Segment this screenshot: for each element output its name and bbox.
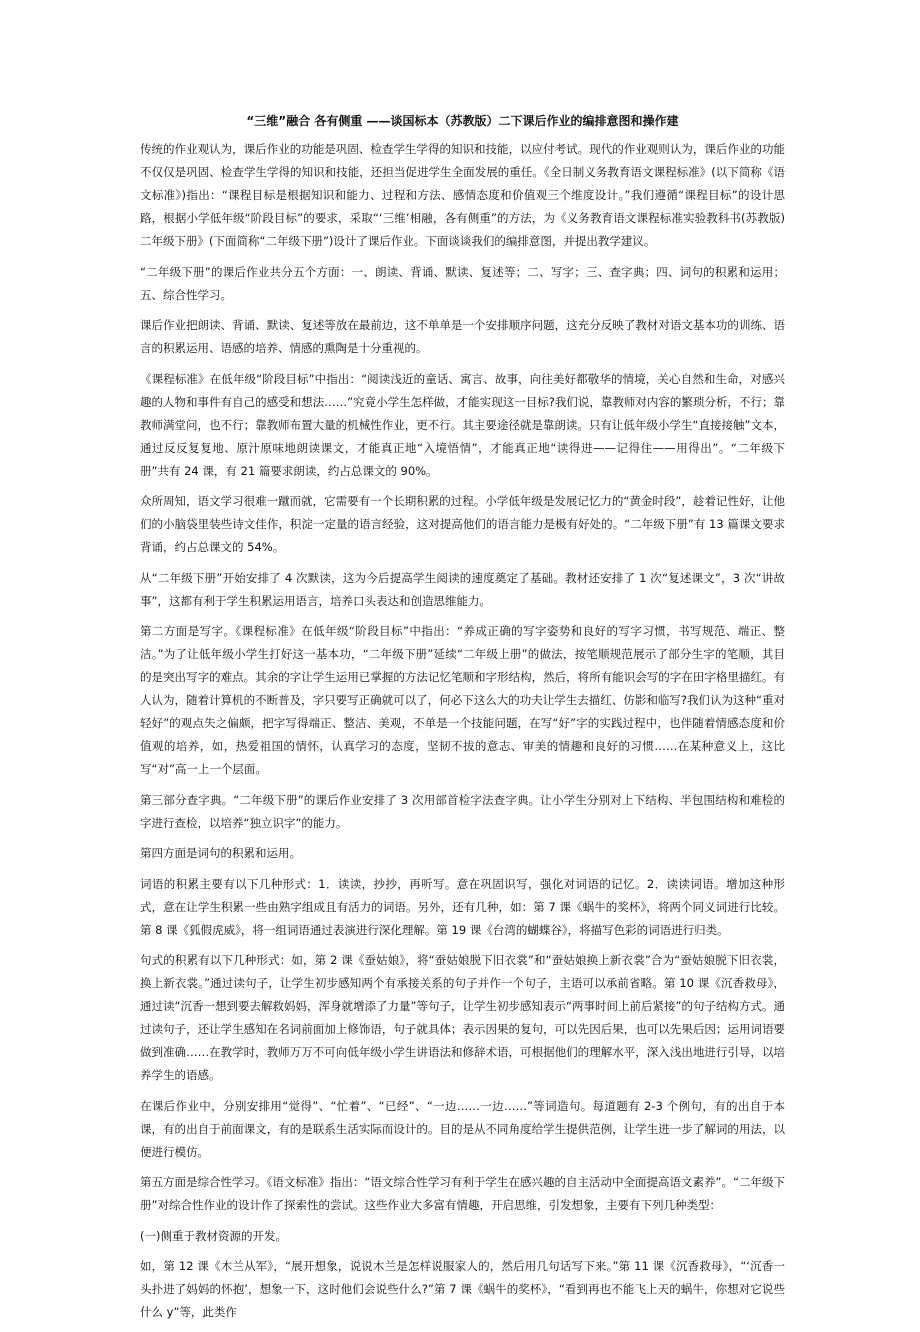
paragraph: 第二方面是写字。《课程标准》在低年级“阶段目标”中指出：“养成正确的写字姿势和良好的写字习惯，书写规范、端正、整洁。”为了让低年级小学生打好这一基本功，“二年级下册”延续“二年级上册”的做法，按笔顺规范展示了部分生字的笔顺，其目的是突出写字的难点。其余的字让学生运用已掌握的方法记忆笔顺和字形结构，然后，将所有能识会写的字在田字格里描红。有人认为，随着计算机的不断普及，字只要写正确就可以了，何必下这么大的功夫让学生去描红、仿影和临写?我们认为这种“重对轻好”的观点失之偏颇，把字写得端正、整洁、美观，不单是一个技能问题，在写“好”字的实践过程中，也伴随着情感态度和价值观的培养，如，热爱祖国的情怀，认真学习的态度，坚韧不拔的意志、审美的情趣和良好的习惯……在某种意义上，这比写“对”高一上一个层面。 xyxy=(140,624,785,776)
paragraph: 众所周知，语文学习很难一蹴而就，它需要有一个长期积累的过程。小学低年级是发展记忆力的“黄金时段”，趁着记性好，让他们的小脑袋里装些诗文佳作，积淀一定量的语言经验，这对提高他们的语言能力是极有好处的。“二年级下册”有 13 篇课文要求背诵，约占总课文的 54%。 xyxy=(140,494,785,554)
paragraph: 从“二年级下册”开始安排了 4 次默读，这为今后提高学生阅读的速度奠定了基础。教材还安排了 1 次“复述课文”，3 次“讲故事”，这都有利于学生积累运用语言，培养口头表达和创造思维能力。 xyxy=(140,570,785,608)
document-page xyxy=(140,112,785,1332)
paragraph: 课后作业把朗读、背诵、默读、复述等放在最前边，这不单单是一个安排顺序问题，这充分反映了教材对语文基本功的训练、语言的积累运用、语感的培养、情感的熏陶是十分重视的。 xyxy=(140,318,785,355)
paragraph: “二年级下册”的课后作业共分五个方面：一、朗读、背诵、默读、复述等；二、写字；三、查字典；四、词句的积累和运用；五、综合性学习。 xyxy=(140,264,785,302)
paragraph: 传统的作业观认为，课后作业的功能是巩固、检查学生学得的知识和技能，以应付考试。现代的作业观则认为，课后作业的功能不仅仅是巩固、检查学生学得的知识和技能，还担当促进学生全面发展的重任。《全日制义务教育语文课程标准》(以下简称《语文标准》)指出：“课程目标是根据知识和能力、过程和方法、感情态度和价值观三个维度设计。”我们遵循“课程目标”的设计思路，根据小学低年级“阶段目标”的要求，采取“‘三维’相融，各有侧重”的方法，为《义务教育语文课程标准实验教科书(苏教版)二年级下册》(下面简称“二年级下册”)设计了课后作业。下面谈谈我们的编排意图，并提出教学建议。 xyxy=(140,142,785,248)
paragraph: 在课后作业中，分别安排用“觉得”、“忙着”、“已经”、“一边……一边……”等词造句。每道题有 2-3 个例句，有的出自于本课，有的出自于前面课文，有的是联系生活实际而设计的。目的是从不同角度给学生提供范例，让学生进一步了解词的用法，以便进行模仿。 xyxy=(140,1098,785,1159)
paragraph: (一)侧重于教材资源的开发。 xyxy=(140,1228,287,1243)
paragraph: 如，第 12 课《木兰从军》，“展开想象，说说木兰是怎样说服家人的，然后用几句话写下来。”第 11 课《沉香救母》，“‘沉香一头扑进了妈妈的怀抱’，想象一下，这时他们会说些什么?”第 7 课《蜗牛的奖杯》，“看到再也不能飞上天的蜗牛，你想对它说些什么 y”等，此类作 xyxy=(140,1259,785,1319)
document-title: “三维”融合 各有侧重 ——谈国标本（苏教版）二下课后作业的编排意图和操作建 xyxy=(246,114,679,128)
paragraph: 第四方面是词句的积累和运用。 xyxy=(140,846,301,860)
paragraph: 第五方面是综合性学习。《语文标准》指出：“语文综合性学习有利于学生在感兴趣的自主活动中全面提高语文素养”。“二年级下册”对综合性作业的设计作了探索性的尝试。这些作业大多富有情趣，开启思维，引发想象，主要有下列几种类型： xyxy=(140,1175,785,1212)
paragraph: 词语的积累主要有以下几种形式：1．读读，抄抄，再听写。意在巩固识写，强化对词语的记忆。2．读读词语。增加这种形式，意在让学生积累一些由熟字组成且有活力的词语。另外，还有几种，如：第 7 课《蜗牛的奖杯》，将两个同义词进行比较。第 8 课《狐假虎威》，将一组词语通过表演进行深化理解。第 19 课《台湾的蝴蝶谷》，将描写色彩的词语进行归类。 xyxy=(140,876,785,937)
paragraph: 第三部分查字典。“二年级下册”的课后作业安排了 3 次用部首检字法查字典。让小学生分别对上下结构、半包围结构和难检的字进行查检，以培养“独立识字”的能力。 xyxy=(140,792,785,830)
paragraph: 《课程标准》在低年级“阶段目标”中指出：“阅读浅近的童话、寓言、故事，向往美好都敬华的情境，关心自然和生命，对感兴趣的人物和事件有自己的感受和想法……”究竟小学生怎样做，才能实现这一目标?我们说，靠教师对内容的繁琐分析，不行；靠教师满堂问，也不行；靠教师布置大量的机械性作业，更不行。其主要途径就是靠朗读。只有让低年级小学生“直接接触”文本，通过反反复复地、原汁原味地朗读课文，才能真正地“入境悟情”，才能真正地“读得进——记得住——用得出”。“二年级下册”共有 24 课，有 21 篇要求朗读，约占总课文的 90%。 xyxy=(140,371,785,478)
paragraph: 句式的积累有以下几种形式：如，第 2 课《蚕姑娘》，将“蚕姑娘脱下旧衣裳”和“蚕姑娘换上新衣裳”合为“蚕姑娘脱下旧衣裳，换上新衣裳。”通过读句子，让学生初步感知两个有承接关系的句子并作一个句子，主语可以承前省略。第 10 课《沉香救母》，通过读“沉香一想到要去解救妈妈，浑身就增添了力量”等句子，让学生初步感知表示“两事时间上前后紧接”的句子结构方式。通过读句子，还让学生感知在名词前面加上修饰语，句子就具体；表示因果的复句，可以先因后果，也可以先果后因；运用词语要做到准确……在教学时，教师万万不可向低年级小学生讲语法和修辞术语，可根据他们的理解水平，深入浅出地进行引导，以培养学生的语感。 xyxy=(140,953,785,1082)
